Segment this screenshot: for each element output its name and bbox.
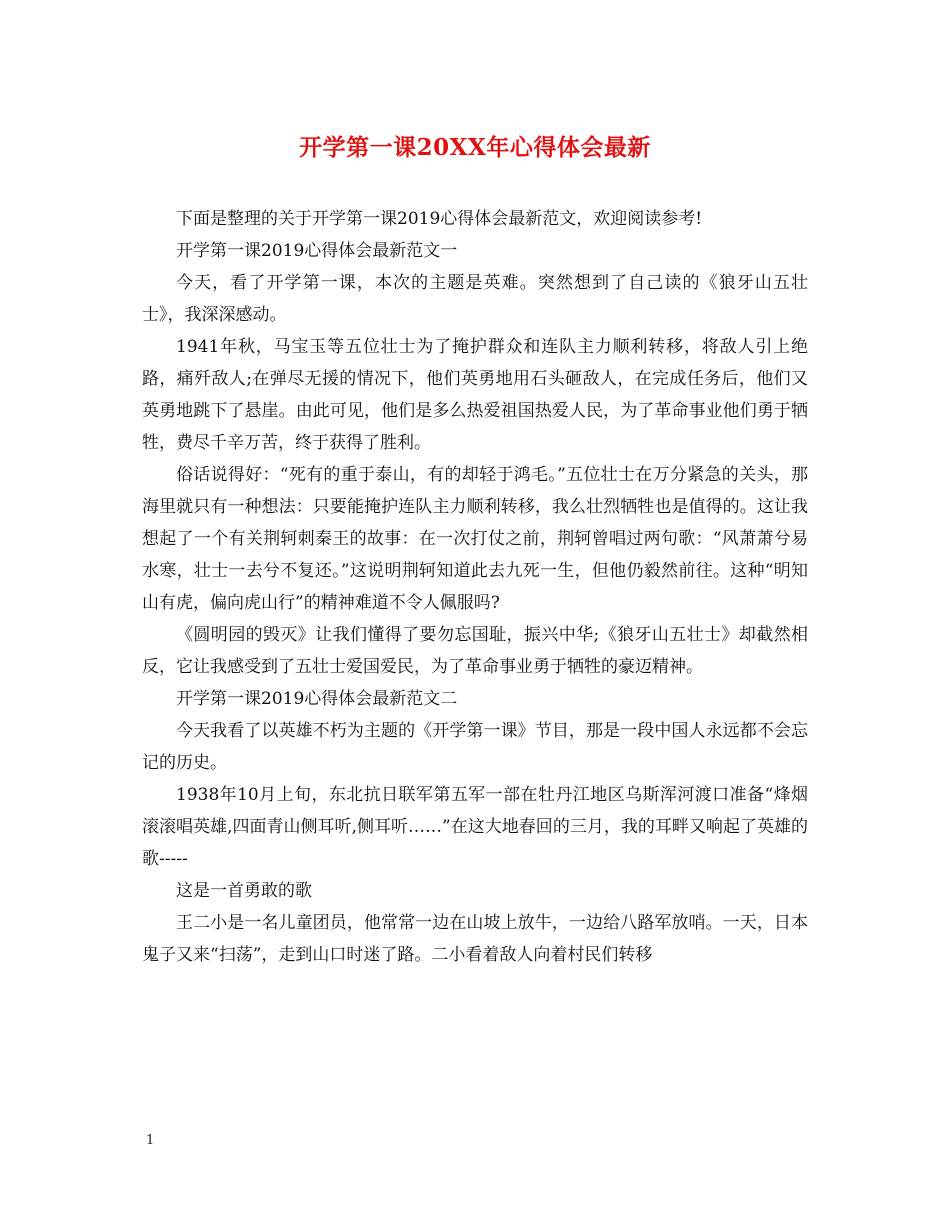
paragraph: 下面是整理的关于开学第一课2019心得体会最新范文，欢迎阅读参考!	[176, 209, 703, 229]
document-body	[142, 203, 808, 971]
paragraph: 这是一首勇敢的歌	[176, 881, 312, 901]
paragraph: 王二小是一名儿童团员，他常常一边在山坡上放牛，一边给八路军放哨。一天，日本鬼子又来“扫荡”，走到山口时迷了路。二小看着敌人向着村民们转移	[142, 913, 808, 965]
section-heading: 开学第一课2019心得体会最新范文一	[176, 241, 458, 261]
paragraph: 1938年10月上旬，东北抗日联军第五军一部在牡丹江地区乌斯浑河渡口准备“烽烟滚滚唱英雄,四面青山侧耳听,侧耳听……”在这大地春回的三月，我的耳畔又响起了英雄的歌-----	[142, 785, 808, 869]
document-title: 开学第一课20XX年心得体会最新	[299, 134, 651, 161]
paragraph: 今天我看了以英雄不朽为主题的《开学第一课》节目，那是一段中国人永远都不会忘记的历史。	[142, 721, 808, 773]
page-number: 1	[146, 1133, 155, 1148]
paragraph: 1941年秋，马宝玉等五位壮士为了掩护群众和连队主力顺利转移，将敌人引上绝路，痛歼敌人;在弹尽无援的情况下，他们英勇地用石头砸敌人，在完成任务后，他们又英勇地跳下了悬崖。由此可见，他们是多么热爱祖国热爱人民，为了革命事业他们勇于牺牲，费尽千辛万苦，终于获得了胜利。	[142, 337, 808, 453]
paragraph: 今天，看了开学第一课，本次的主题是英难。突然想到了自己读的《狼牙山五壮士》，我深深感动。	[142, 273, 808, 325]
section-heading: 开学第一课2019心得体会最新范文二	[176, 689, 458, 709]
paragraph: 《圆明园的毁灭》让我们懂得了要勿忘国耻，振兴中华;《狼牙山五壮士》却截然相反，它让我感受到了五壮士爱国爱民，为了革命事业勇于牺牲的豪迈精神。	[142, 625, 808, 677]
paragraph: 俗话说得好：“死有的重于泰山，有的却轻于鸿毛。”五位壮士在万分紧急的关头，那海里就只有一种想法：只要能掩护连队主力顺利转移，我么壮烈牺牲也是值得的。这让我想起了一个有关荆轲刺秦王的故事：在一次打仗之前，荆轲曾唱过两句歌：“风萧萧兮易水寒，壮士一去兮不复还。”这说明荆轲知道此去九死一生，但他仍毅然前往。这种“明知山有虎，偏向虎山行”的精神难道不令人佩服吗?	[142, 465, 808, 613]
